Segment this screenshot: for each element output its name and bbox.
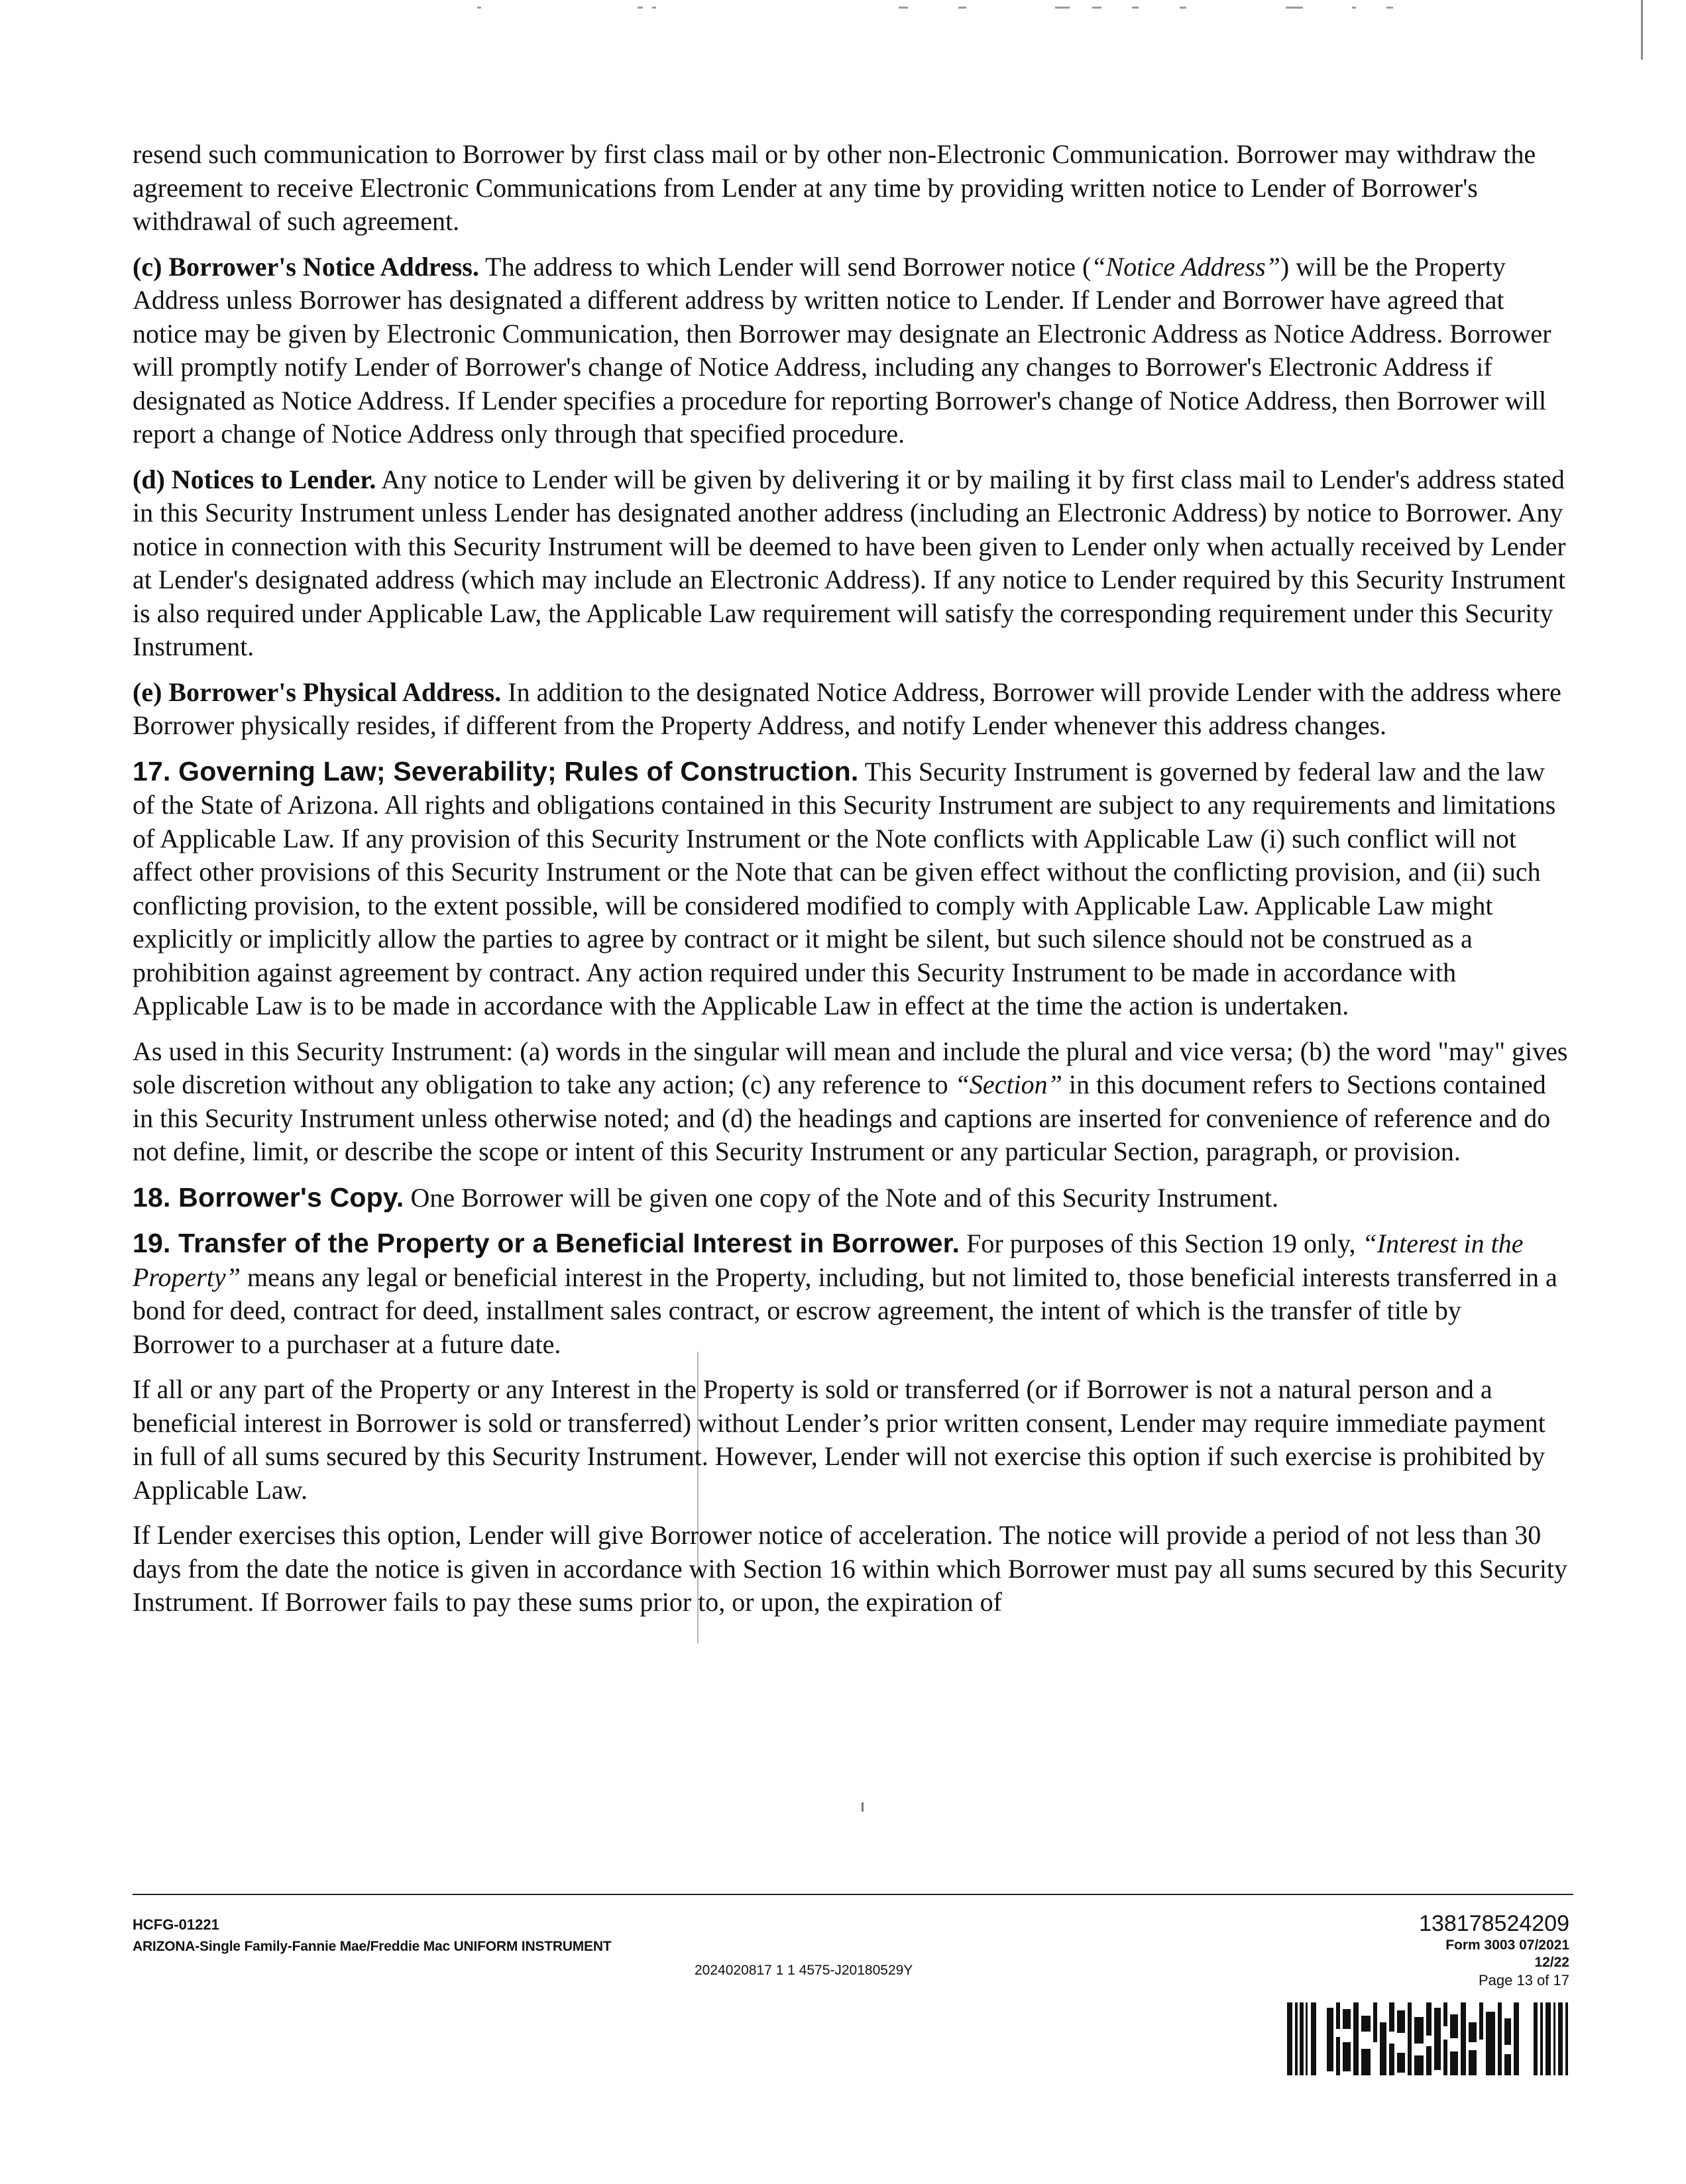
heading-section-17: 17. Governing Law; Severability; Rules of Construction. (133, 755, 859, 787)
footer-instrument-title: ARIZONA-Single Family-Fannie Mae/Freddie Mac UNIFORM INSTRUMENT (133, 1939, 612, 1954)
section-19-acceleration: If Lender exercises this option, Lender will give Borrower notice of acceleration. The notice will provide a period of not less than 30 days from the date the notice is given in accordance with Section 16 within which Borrower must pay all sums secured by this Security Instrument. If Borrower fails to pay these sums prior to, or upon, the expiration of (133, 1520, 1568, 1617)
term-section: “Section” (954, 1069, 1062, 1099)
footer-divider (133, 1894, 1573, 1895)
heading-notices-to-lender: (d) Notices to Lender. (133, 464, 376, 494)
paragraph-notice-address: (c) Borrower's Notice Address. The address to which Lender will send Borrower notice (“Notice Address”) will be the Property Address unless Borrower has designated a different address by written notice to Lender. If Lender and Borrower have agreed that notice may be given by Electronic Communication, then Borrower may designate an Electronic Address as Notice Address. Borrower will promptly notify Lender of Borrower's change of Notice Address, including any changes to Borrower's Electronic Address if designated as Notice Address. If Lender specifies a procedure for reporting Borrower's change of Notice Address, then Borrower will report a change of Notice Address only through that specified procedure. (133, 251, 1551, 449)
heading-section-18: 18. Borrower's Copy. (133, 1181, 404, 1213)
section-18: 18. Borrower's Copy. One Borrower will be given one copy of the Note and of this Security Instrument. (133, 1181, 1279, 1213)
footer-form-number: Form 3003 07/2021 (1445, 1938, 1569, 1953)
document-body (133, 138, 1569, 1631)
term-interest-in-property: “Interest in the Property” (133, 1228, 1524, 1292)
footer-form-code: HCFG-01221 (133, 1916, 219, 1933)
section-17: 17. Governing Law; Severability; Rules of Construction. This Security Instrument is governed by federal law and the law of the State of Arizona. All rights and obligations contained in this Security Instrument are subject to any requirements and limitations of Applicable Law. If any provision of this Security Instrument or the Note conflicts with Applicable Law (i) such conflict will not affect other provisions of this Security Instrument or the Note that can be given effect without the conflicting provision, and (ii) such conflicting provision, to the extent possible, will be considered modified to comply with Applicable Law. Applicable Law might explicitly or implicitly allow the parties to agree by contract or it might be silent, but such silence should not be construed as a prohibition against agreement by contract. Any action required under this Security Instrument to be made in accordance with Applicable Law is to be made in accordance with the Applicable Law in effect at the time the action is undertaken. (133, 755, 1556, 1020)
section-19-transfer: If all or any part of the Property or any Interest in the Property is sold or transferred (or if Borrower is not a natural person and a beneficial interest in Borrower is sold or transferred) without Lender’s prior written consent, Lender may require immediate payment in full of all sums secured by this Security Instrument. However, Lender will not exercise this option if such exercise is prohibited by Applicable Law. (133, 1374, 1546, 1505)
section-19: 19. Transfer of the Property or a Beneficial Interest in Borrower. For purposes of this Section 19 only, “Interest in the Property” means any legal or beneficial interest in the Property, including, but not limited to, those beneficial interests transferred in a bond for deed, contract for deed, installment sales contract, or escrow agreement, the intent of which is the transfer of title by Borrower to a purchaser at a future date. (133, 1228, 1557, 1359)
heading-section-19: 19. Transfer of the Property or a Beneficial Interest in Borrower. (133, 1228, 960, 1258)
heading-notice-address: (c) Borrower's Notice Address. (133, 251, 479, 282)
paragraph-continuation: resend such communication to Borrower by first class mail or by other non-Electronic Communication. Borrower may withdraw the agreement to receive Electronic Communications from Lender at any time by providing written notice to Lender of Borrower's withdrawal of such agreement. (133, 139, 1536, 236)
scan-speck (862, 1802, 864, 1812)
footer-page-number: Page 13 of 17 (1478, 1972, 1569, 1989)
term-notice-address: “Notice Address” (1091, 251, 1280, 282)
footer-revision: 12/22 (1534, 1955, 1569, 1970)
footer-document-id: 2024020817 1 1 4575-J20180529Y (695, 1963, 913, 1978)
scan-artifacts (0, 0, 1686, 16)
scan-edge-line (1641, 0, 1643, 60)
paragraph-notices-to-lender: (d) Notices to Lender. Any notice to Lender will be given by delivering it or by mailing it by first class mail to Lender's address stated in this Security Instrument unless Lender has designated another address (including an Electronic Address) by notice to Borrower. Any notice in connection with this Security Instrument will be deemed to have been given to Lender only when actually received by Lender at Lender's designated address (which may include an Electronic Address). If any notice to Lender required by this Security Instrument is also required under Applicable Law, the Applicable Law requirement will satisfy the corresponding requirement under this Security Instrument. (133, 464, 1566, 661)
paragraph-physical-address: (e) Borrower's Physical Address. In addition to the designated Notice Address, Borrower will provide Lender with the address where Borrower physically resides, if different from the Property Address, and notify Lender whenever this address changes. (133, 677, 1561, 740)
heading-physical-address: (e) Borrower's Physical Address. (133, 677, 502, 707)
barcode-image (1287, 2002, 1569, 2075)
footer-loan-number: 138178524209 (1419, 1911, 1569, 1936)
section-17-construction: As used in this Security Instrument: (a) words in the singular will mean and include the plural and vice versa; (b) the word "may" gives sole discretion without any obligation to take any action; (c) any reference to “Section” in this document refers to Sections contained in this Security Instrument unless otherwise noted; and (d) the headings and captions are inserted for convenience of reference and do not define, limit, or describe the scope or intent of this Security Instrument or any particular Section, paragraph, or provision. (133, 1036, 1568, 1166)
